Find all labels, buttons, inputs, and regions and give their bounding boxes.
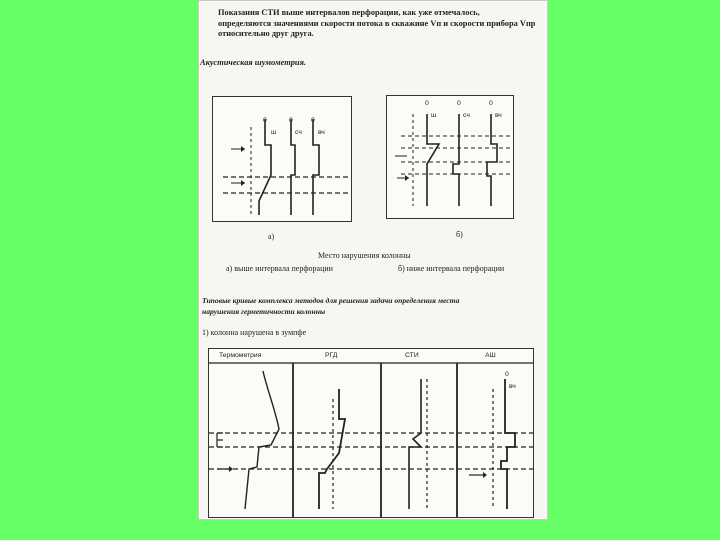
a-scale-0-1: 0 [263, 117, 267, 124]
figure2-frame [208, 348, 534, 518]
figure2-curves [209, 349, 533, 517]
panel-b-label: б) [456, 230, 463, 239]
fig2-header-sti: СТИ [405, 352, 419, 359]
panel-a-label: а) [268, 232, 275, 241]
fig2-ash-curve-label: вч [509, 383, 516, 390]
a-scale-0-3: 0 [311, 117, 315, 124]
intro-paragraph [218, 8, 535, 40]
b-curve-label-2: сч [463, 112, 470, 119]
figure-a-frame [212, 96, 352, 222]
fig2-header-rgd: РГД [325, 352, 338, 359]
figure1-caption-title: Место нарушения колонны [318, 251, 411, 260]
a-scale-0-2: 0 [289, 117, 293, 124]
a-curve-label-3: вч [318, 129, 325, 136]
figure1-caption-right: б) ниже интервала перфорации [398, 264, 505, 273]
intro-line-1: Показания СТИ выше интервалов перфорации, как уже отмечалось, [218, 8, 480, 17]
scanned-page [198, 0, 548, 520]
section-heading-methods-2: нарушения герметичности колонны [202, 307, 326, 316]
b-scale-0-3: 0 [489, 100, 493, 107]
intro-line-3: относительно друг друга. [218, 29, 314, 38]
a-curve-label-2: сч [295, 129, 302, 136]
section-heading-methods-1: Типовые кривые комплекса методов для решения задачи определения места [202, 296, 460, 305]
b-scale-0-2: 0 [457, 100, 461, 107]
subsection-1: 1) колонна нарушена в зумпфе [202, 328, 307, 337]
figure-a-curves [213, 97, 351, 221]
intro-line-2: определяются значениями скорости потока в скважине Vп и скорости прибора Vпр [218, 18, 536, 28]
section-heading-acoustic: Акустическая шумометрия. [200, 58, 306, 67]
fig2-header-thermometry: Термометрия [219, 352, 262, 359]
fig2-ash-scale-label: 0 [505, 371, 509, 378]
b-curve-label-1: ш [431, 112, 437, 119]
fig2-header-ash: АШ [485, 352, 496, 359]
figure-b-frame [386, 95, 514, 219]
b-scale-0-1: 0 [425, 100, 429, 107]
a-curve-label-1: ш [271, 129, 277, 136]
b-curve-label-3: вч [495, 112, 502, 119]
figure1-caption-left: а) выше интервала перфорации [226, 264, 333, 273]
